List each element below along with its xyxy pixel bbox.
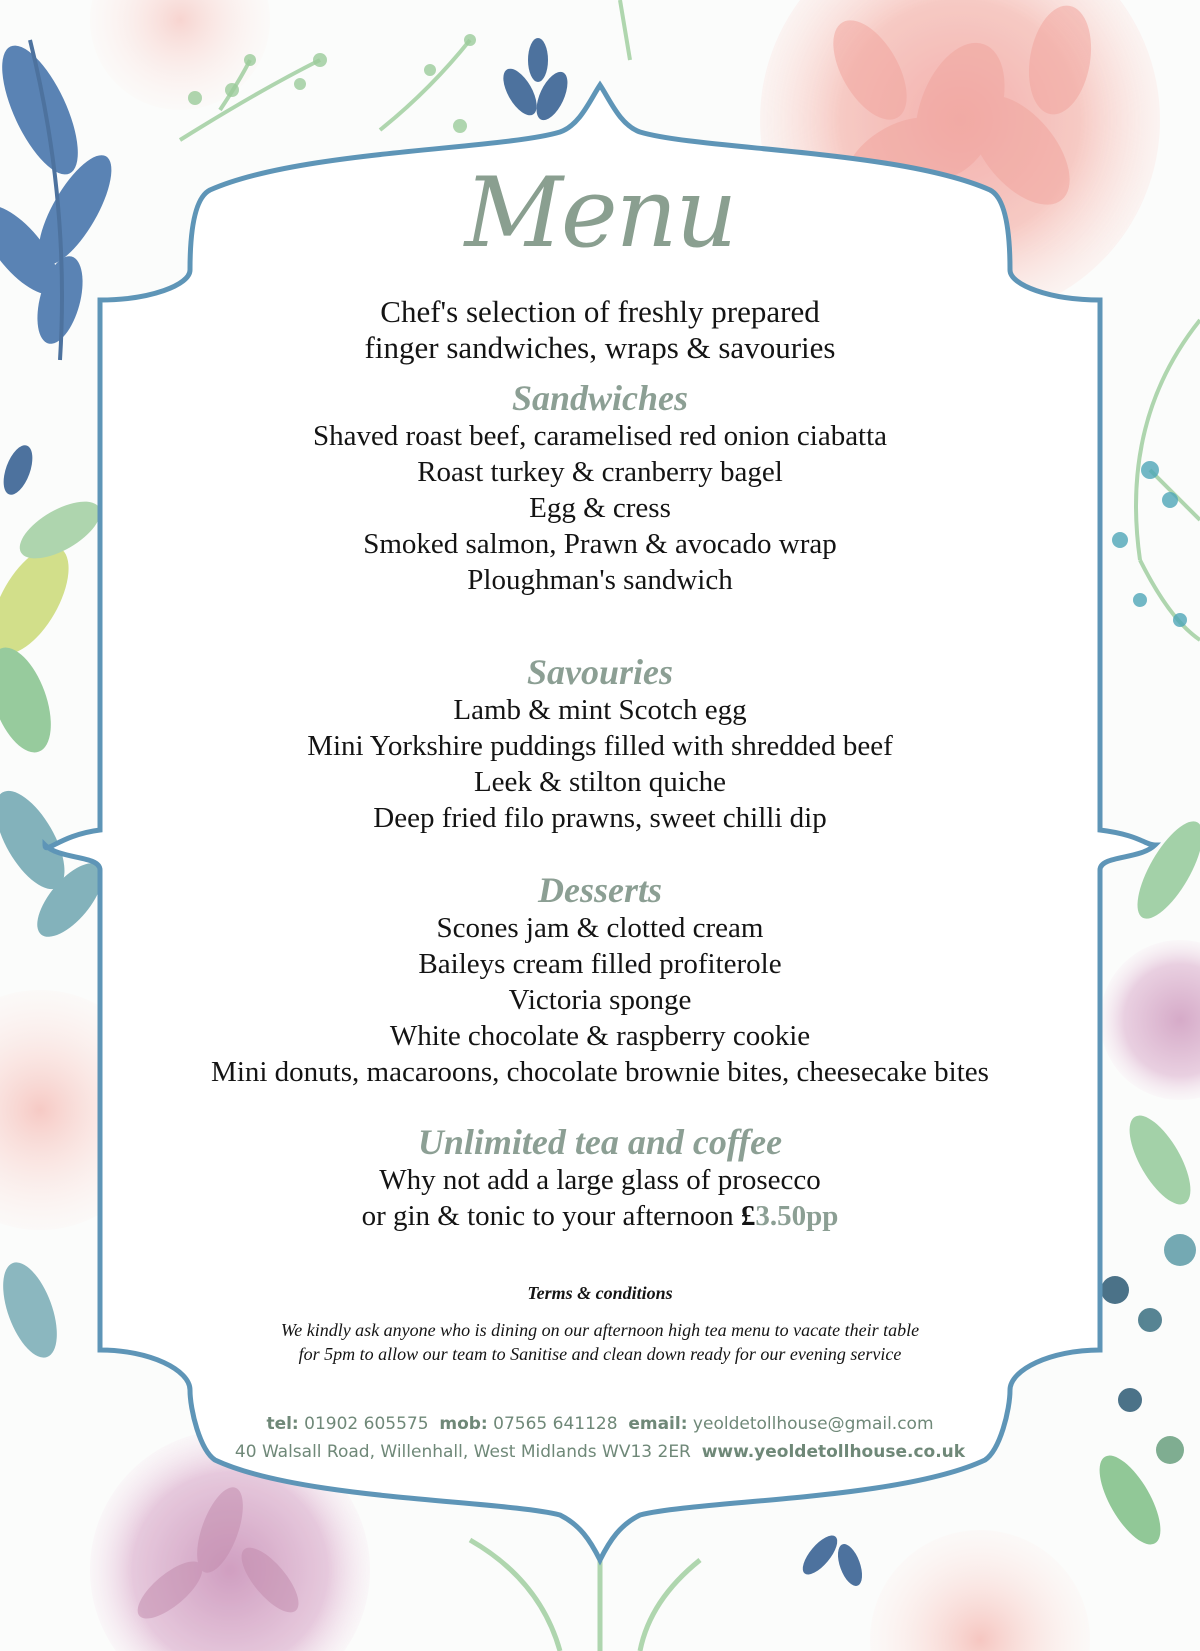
- drinks-line: [0, 1198, 1200, 1234]
- section-heading: Sandwiches: [511, 378, 689, 418]
- menu-item: Victoria sponge: [508, 984, 692, 1016]
- section-heading: Unlimited tea and coffee: [417, 1122, 783, 1162]
- tel-number[interactable]: 01902 605575: [304, 1414, 429, 1434]
- drinks-price: 3.50pp: [755, 1200, 839, 1232]
- menu-item: White chocolate & raspberry cookie: [389, 1020, 811, 1052]
- terms-line: We kindly ask anyone who is dining on our afternoon high tea menu to vacate their table: [280, 1320, 920, 1340]
- email-label: email:: [628, 1414, 688, 1434]
- section-drinks: [0, 1122, 1200, 1234]
- menu-item: Smoked salmon, Prawn & avocado wrap: [363, 528, 837, 560]
- mob-label: mob:: [439, 1414, 488, 1434]
- section-heading: Savouries: [526, 652, 674, 692]
- contact-line: [0, 1414, 1200, 1434]
- menu-item: Shaved roast beef, caramelised red onion ciabatta: [312, 420, 888, 452]
- section-heading: Desserts: [538, 870, 662, 910]
- address-line: [0, 1442, 1200, 1462]
- section-sandwiches: [0, 378, 1200, 598]
- drinks-line: Why not add a large glass of prosecco: [379, 1164, 821, 1196]
- website-link[interactable]: www.yeoldetollhouse.co.uk: [701, 1442, 966, 1462]
- intro-line: Chef's selection of freshly prepared: [380, 294, 820, 329]
- menu-item: Egg & cress: [529, 492, 671, 524]
- terms-line: for 5pm to allow our team to Sanitise and clean down ready for our evening service: [298, 1344, 902, 1364]
- menu-item: Roast turkey & cranberry bagel: [417, 456, 783, 488]
- section-desserts: [0, 870, 1200, 1090]
- terms-text: [0, 1318, 1200, 1366]
- email-link[interactable]: yeoldetollhouse@gmail.com: [692, 1414, 934, 1434]
- section-savouries: [0, 652, 1200, 836]
- intro-line: finger sandwiches, wraps & savouries: [364, 330, 836, 365]
- tel-label: tel:: [266, 1414, 299, 1434]
- menu-item: Deep fried filo prawns, sweet chilli dip: [373, 802, 827, 834]
- pound-sign: £: [740, 1200, 756, 1232]
- menu-item: Mini donuts, macaroons, chocolate brownie bites, cheesecake bites: [211, 1056, 989, 1088]
- menu-item: Mini Yorkshire puddings filled with shredded beef: [307, 730, 893, 762]
- menu-item: Scones jam & clotted cream: [436, 912, 764, 944]
- terms-heading: Terms & conditions: [527, 1283, 673, 1303]
- drinks-offer-text: or gin & tonic to your afternoon: [361, 1200, 741, 1232]
- menu-title: Menu: [464, 157, 736, 269]
- menu-item: Baileys cream filled profiterole: [418, 948, 782, 980]
- menu-item: Leek & stilton quiche: [473, 766, 727, 798]
- menu-item: Lamb & mint Scotch egg: [453, 694, 747, 726]
- intro-text: [0, 294, 1200, 366]
- menu-item: Ploughman's sandwich: [467, 564, 733, 596]
- mob-number[interactable]: 07565 641128: [493, 1414, 618, 1434]
- address: 40 Walsall Road, Willenhall, West Midlands WV13 2ER: [234, 1442, 691, 1462]
